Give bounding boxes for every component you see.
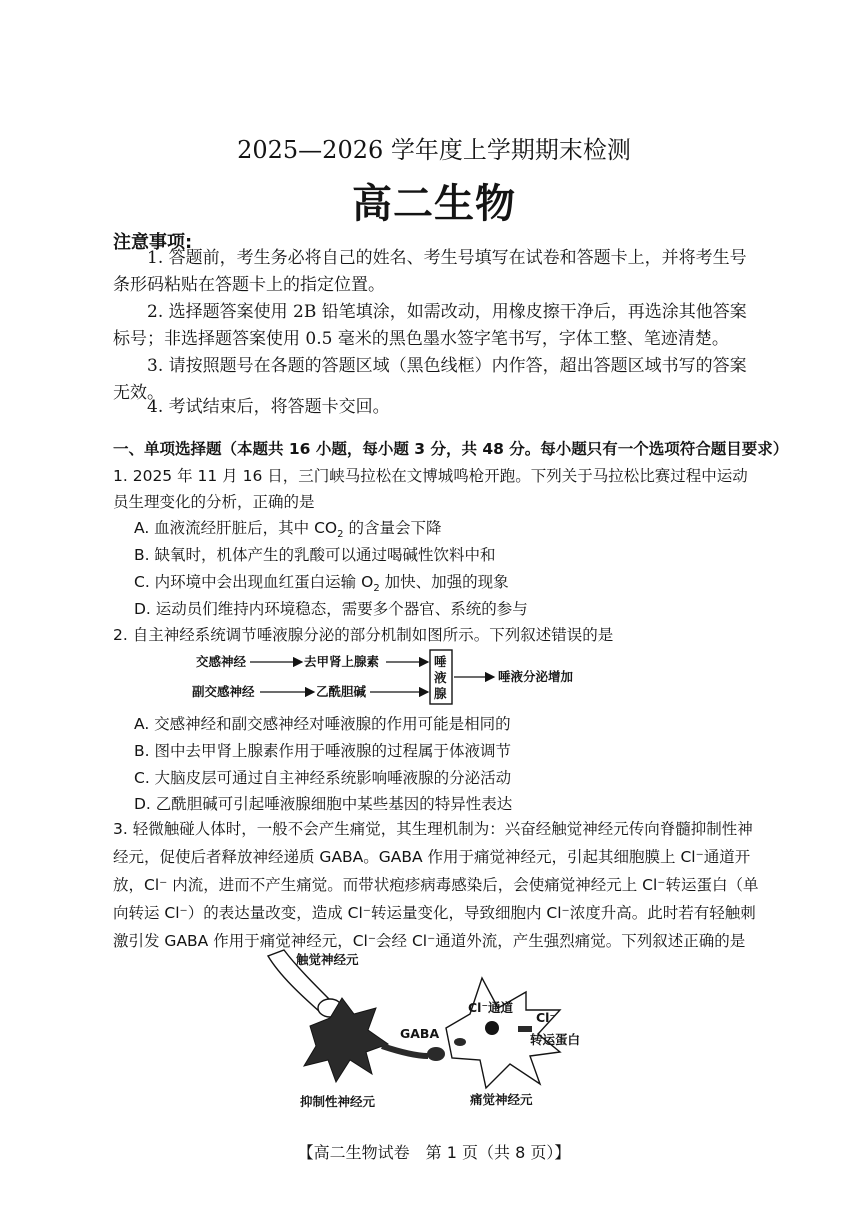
inhibitory-neuron-terminal: [427, 1047, 445, 1061]
sympathetic-nerve-label: 交感神经: [196, 654, 247, 669]
question-2-option-a: A. 交感神经和副交感神经对唾液腺的作用可能是相同的: [134, 715, 511, 733]
question-1-stem: 1. 2025 年 11 月 16 日，三门峡马拉松在文博城鸣枪开跑。下列关于马拉松比赛过程中运动员生理变化的分析，正确的是: [113, 467, 748, 511]
question-1-option-c: C. 内环境中会出现血红蛋白运输 $O_2$ 加快、加强的现象: [134, 573, 509, 595]
pain-neuron-nucleus: [485, 1021, 499, 1035]
parasympathetic-nerve-label: 副交感神经: [192, 684, 255, 699]
cl-channel-label: Cl⁻通道: [468, 1000, 514, 1015]
notes-title: 注意事项:: [113, 232, 193, 253]
note-item: 2. 选择题答案使用 2B 铅笔填涂，如需改动，用橡皮擦干净后，再选涂其他答案标号；非选择题答案使用 0.5 毫米的黑色墨水签字笔书写，字体工整、笔迹清楚。: [113, 302, 747, 349]
saliva-increase-label: 唾液分泌增加: [498, 669, 574, 684]
exam-subject-title: 高二生物: [352, 180, 516, 227]
inhibitory-neuron-body: [304, 998, 388, 1082]
page-footer: 【高二生物试卷 第 1 页（共 8 页）】: [297, 1143, 571, 1162]
question-2-stem: 2. 自主神经系统调节唾液腺分泌的部分机制如图所示。下列叙述错误的是: [113, 626, 614, 644]
note-item: 4. 考试结束后，将答题卡交回。: [147, 397, 390, 417]
inhibitory-neuron-axon: [382, 1046, 428, 1056]
question-2-option-d: D. 乙酰胆碱可引起唾液腺细胞中某些基因的特异性表达: [134, 795, 513, 813]
norepinephrine-label: 去甲肾上腺素: [304, 654, 380, 669]
question-1-option-b: B. 缺氧时，机体产生的乳酸可以通过喝碱性饮料中和: [134, 546, 496, 564]
pain-neuron-label: 痛觉神经元: [470, 1092, 533, 1107]
question-1-option-d: D. 运动员们维持内环境稳态，需要多个器官、系统的参与: [134, 600, 528, 618]
touch-neuron-label: 触觉神经元: [296, 952, 359, 967]
gland-char: 液: [434, 670, 447, 685]
salivary-regulation-diagram: [190, 646, 610, 708]
transporter-label: 转运蛋白: [530, 1032, 581, 1047]
acetylcholine-label: 乙酰胆碱: [316, 684, 367, 699]
gland-char: 唾: [434, 654, 447, 669]
question-2-option-c: C. 大脑皮层可通过自主神经系统影响唾液腺的分泌活动: [134, 769, 512, 787]
inhibitory-neuron-label: 抑制性神经元: [300, 1094, 376, 1108]
question-1-option-a: A. 血液流经肝脏后，其中 $CO_2$ 的含量会下降: [134, 519, 442, 541]
question-3-stem: 3. 轻微触碰人体时，一般不会产生痛觉，其生理机制为：兴奋经触觉神经元传向脊髓抑制性神经元，促使后者释放神经递质 GABA。GABA 作用于痛觉神经元，引起其细胞膜上 Cl⁻通道开放，Cl⁻ 内流，进而不产生痛觉。而带状疱疹病毒感染后，会使痛觉神经元上 Cl⁻转运蛋白（单向转运 Cl⁻）的表达量改变，造成 Cl⁻转运量变化，导致细胞内 Cl⁻浓度升高。此时若有轻触刺激引发 GABA 作用于痛觉神经元，Cl⁻会经 Cl⁻通道外流，产生强烈痛觉。下列叙述正确的是: [113, 820, 759, 950]
cl-ion-label: Cl⁻: [536, 1010, 557, 1025]
note-item: 3. 请按照题号在各题的答题区域（黑色线框）内作答，超出答题区域书写的答案无效。: [113, 356, 747, 403]
note-item: 1. 答题前，考生务必将自己的姓名、考生号填写在试卷和答题卡上，并将考生号条形码粘贴在答题卡上的指定位置。: [113, 248, 747, 295]
gaba-label: GABA: [400, 1026, 440, 1041]
exam-year-title: 2025—2026 学年度上学期期末检测: [237, 136, 631, 164]
section-heading: 一、单项选择题（本题共 16 小题，每小题 3 分，共 48 分。每小题只有一个选项符合题目要求）: [113, 440, 789, 458]
gland-char: 腺: [434, 686, 447, 701]
neuron-diagram: [250, 948, 630, 1108]
question-2-option-b: B. 图中去甲肾上腺素作用于唾液腺的过程属于体液调节: [134, 742, 511, 760]
gaba-receptor: [454, 1038, 466, 1046]
